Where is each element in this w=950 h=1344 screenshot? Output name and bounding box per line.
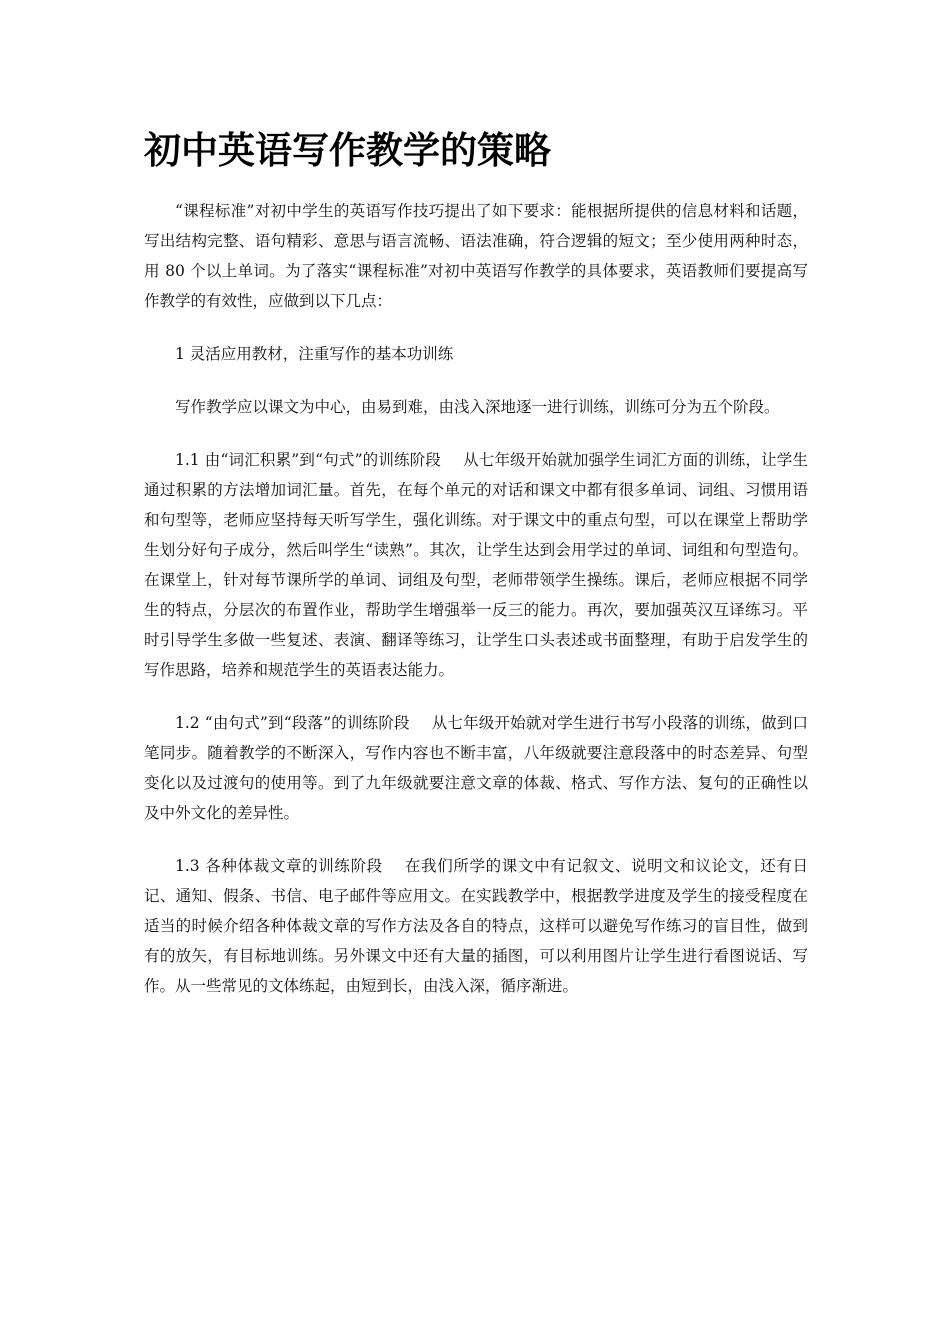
stage-label: 1.1 由“词汇积累”到“句式”的训练阶段	[175, 451, 442, 469]
stage-paragraph-1-2	[144, 708, 808, 828]
stage-text: 从七年级开始就加强学生词汇方面的训练，让学生通过积累的方法增加词汇量。首先，在每个单元的对话和课文中都有很多单词、词组、习惯用语和句型等，老师应坚持每天听写学生，强化训练。对于课文中的重点句型，可以在课堂上帮助学生划分好句子成分，然后叫学生“读熟”。其次，让学生达到会用学过的单词、词组和句型造句。在课堂上，针对每节课所学的单词、词组及句型，老师带领学生操练。课后，老师应根据不同学生的特点，分层次的布置作业，帮助学生增强举一反三的能力。再次，要加强英汉互译练习。平时引导学生多做一些复述、表演、翻译等练习，让学生口头表述或书面整理，有助于启发学生的写作思路，培养和规范学生的英语表达能力。	[144, 451, 808, 679]
stage-label: 1.2 “由句式”到“段落”的训练阶段	[175, 714, 410, 732]
document-title: 初中英语写作教学的策略	[144, 128, 551, 172]
section-heading: 1 灵活应用教材，注重写作的基本功训练	[175, 345, 454, 363]
stage-text: 从七年级开始就对学生进行书写小段落的训练，做到口笔同步。随着教学的不断深入，写作内容也不断丰富，八年级就要注意段落中的时态差异、句型变化以及过渡句的使用等。到了九年级就要注意文章的体裁、格式、写作方法、复句的正确性以及中外文化的差异性。	[144, 714, 808, 822]
stage-paragraph-1-3	[144, 851, 808, 1001]
section-overview-paragraph: 写作教学应以课文为中心，由易到难，由浅入深地逐一进行训练，训练可分为五个阶段。	[175, 398, 780, 416]
stage-paragraph-1-1	[144, 445, 808, 685]
intro-paragraph: “课程标准”对初中学生的英语写作技巧提出了如下要求：能根据所提供的信息材料和话题，写出结构完整、语句精彩、意思与语言流畅、语法准确，符合逻辑的短文；至少使用两种时态，用 80 个以上单词。为了落实“课程标准”对初中英语写作教学的具体要求，英语教师们要提高写作教学的有效性，应做到以下几点：	[144, 202, 808, 310]
document-body	[144, 196, 808, 1001]
stage-label: 1.3 各种体裁文章的训练阶段	[175, 857, 383, 875]
stage-text: 在我们所学的课文中有记叙文、说明文和议论文，还有日记、通知、假条、书信、电子邮件等应用文。在实践教学中，根据教学进度及学生的接受程度在适当的时候介绍各种体裁文章的写作方法及各自的特点，这样可以避免写作练习的盲目性，做到有的放矢，有目标地训练。另外课文中还有大量的插图，可以利用图片让学生进行看图说话、写作。从一些常见的文体练起，由短到长，由浅入深，循序渐进。	[144, 857, 808, 995]
